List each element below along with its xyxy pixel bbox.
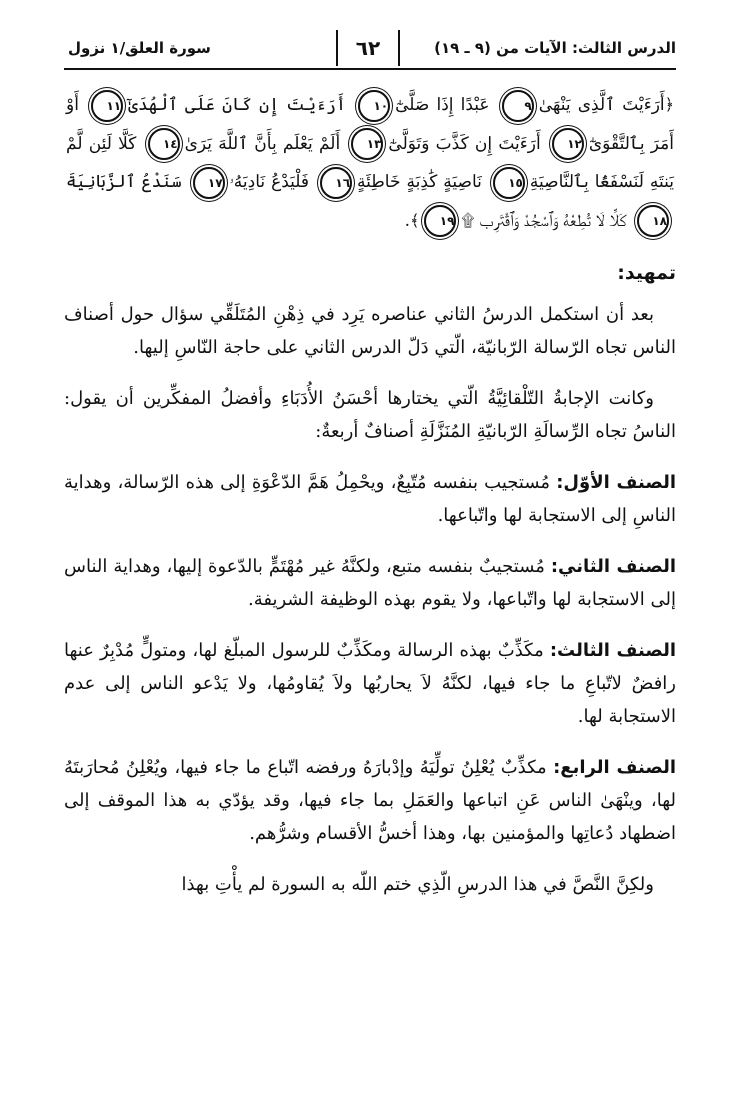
class-three-label: الصنف الثالث: bbox=[549, 640, 677, 661]
verse-text: أَلَمْ يَعْلَم بِأَنَّ ٱللَّهَ يَرَىٰ bbox=[184, 133, 341, 154]
answer-paragraph: وكانت الإجابةُ التّلْقائِيَّةُ الّتي يختارها أحْسَنُ الأُدَبَاءِ وأفضلُ المفكِّرين أن يقول: الناسُ تجاه الرِّسالَةِ الرّبانيّةِ المُنَزَّلَةِ أصنافٌ أربعةٌ: bbox=[64, 388, 676, 442]
page-number: ٦٢ bbox=[336, 30, 400, 66]
ayah-number-marker: ١٦ bbox=[320, 167, 352, 199]
intro-paragraph: بعد أن استكمل الدرسُ الثاني عناصره يَرِد في ذِهْنِ المُتَلَقِّي سؤال حول أصناف الناس تجاه الرّسالة الرّبانيّة، الّتي دَلّ الدرس الثاني على حاجة النّاسِ إليها. bbox=[64, 304, 676, 358]
verse-end-punctuation: . bbox=[404, 210, 411, 231]
verse-text: فَلْيَدْعُ نَادِيَهُۥ bbox=[229, 172, 310, 192]
surah-title: سورة العلق/١ نزول bbox=[68, 39, 211, 57]
verse-text: كَلَّا لَا تُطِعْهُ وَٱسْجُدْ وَٱقْتَرِب ۩ bbox=[461, 210, 627, 231]
quran-close-bracket: ﴾ bbox=[410, 210, 420, 230]
book-page bbox=[64, 30, 676, 919]
ayah-number-marker: ١٣ bbox=[351, 128, 383, 160]
class-four-paragraph bbox=[64, 751, 676, 850]
closing-paragraph: ولكِنَّ النَّصَّ في هذا الدرسِ الّذِي ختم اللّه به السورة لم يأْتِ بهذا bbox=[181, 874, 654, 895]
verse-text: أَوْ أَمَرَ بِٱلتَّقْوَىٰٓ bbox=[66, 95, 674, 154]
ayah-number-marker: ١٨ bbox=[637, 205, 669, 237]
class-four-text: مكذِّبٌ يُعْلِنُ تولِّيَهُ وإدْبارَهُ ورفضه اتّباع ما جاء فيها، ويُعْلِنُ مُحارَبتَهُ لها، وينْهَىٰ الناس عَنِ اتباعها والعَمَلِ بما جاء فيها، وقد يؤدّي به هذا الموقف إلى اضطهاد دُعاتِها والمؤمنين بها، وهذا أخسُّ الأقسام وشرُّهم. bbox=[64, 757, 676, 844]
verse-text: عَبْدًا إِذَا صَلَّىٰٓ bbox=[395, 95, 490, 115]
ayah-number-marker: ١٥ bbox=[493, 167, 525, 199]
ayah-number-marker: ١٩ bbox=[424, 205, 456, 237]
verse-text: كَلَّا لَئِن لَّمْ يَنتَهِ لَنَسْفَعًۢا بِٱلنَّاصِيَةِ bbox=[66, 133, 675, 192]
section-heading: تمهيد: bbox=[617, 262, 676, 284]
class-two-paragraph bbox=[64, 550, 676, 616]
class-one-label: الصنف الأوّل: bbox=[556, 472, 676, 493]
verse-text: نَاصِيَةٍ كَٰذِبَةٍ خَاطِئَةٍ bbox=[357, 172, 482, 192]
class-three-paragraph bbox=[64, 634, 676, 733]
class-three-text: مكَذِّبٌ بهذه الرسالة ومكَذِّبٌ للرسول المبلّغ لها، ومتولٍّ مُدْبِرٌ عنها رافضٌ لاتّباعِ ما جاء فيها، لكنَّهُ لاَ يحاربُها ولاَ يُقاومُها، ولا يَدْعو الناس إلى عدم الاستجابة لها. bbox=[64, 640, 676, 727]
class-one-text: مُستجيب بنفسه مُتّبِعٌ، ويحْمِلُ هَمَّ الدّعْوَةِ إلى هذه الرّسالة، وهداية الناسِ إلى الاستجابة لها واتّباعها. bbox=[64, 472, 676, 526]
class-four-label: الصنف الرابع: bbox=[553, 757, 677, 778]
ayah-number-marker: ١١ bbox=[91, 90, 123, 122]
verse-text: أَرَءَيْتَ إِن كَذَّبَ وَتَوَلَّىٰٓ bbox=[388, 133, 541, 154]
ayah-number-marker: ١٢ bbox=[552, 128, 584, 160]
quran-verses bbox=[64, 86, 676, 240]
class-one-paragraph bbox=[64, 466, 676, 532]
ayah-number-marker: ٩ bbox=[502, 90, 534, 122]
ayah-number-marker: ١٧ bbox=[193, 167, 225, 199]
ayah-number-marker: ١٤ bbox=[148, 128, 180, 160]
verse-text: أَرَءَيْتَ إِن كَانَ عَلَى ٱلْهُدَىٰٓ bbox=[128, 95, 346, 115]
lesson-title: الدرس الثالث: الآيات من (٩ ـ ١٩) bbox=[434, 39, 676, 57]
verse-text: سَنَدْعُ ٱلزَّبَانِيَةَ bbox=[66, 172, 182, 192]
verse-text: أَرَءَيْتَ ٱلَّذِى يَنْهَىٰ bbox=[538, 95, 665, 115]
class-two-text: مُستجيبٌ بنفسه متبع، ولكنَّهُ غير مُهْتَمٍّ بالدّعوة إليها، وهداية الناس إلى الاستجابة لها واتّباعها، ولا يقوم بهذه الوظيفة الشريفة. bbox=[64, 556, 676, 610]
ayah-number-marker: ١٠ bbox=[358, 90, 390, 122]
class-two-label: الصنف الثاني: bbox=[550, 556, 677, 577]
page-header bbox=[64, 30, 676, 70]
quran-open-bracket: ﴿ bbox=[664, 95, 674, 114]
